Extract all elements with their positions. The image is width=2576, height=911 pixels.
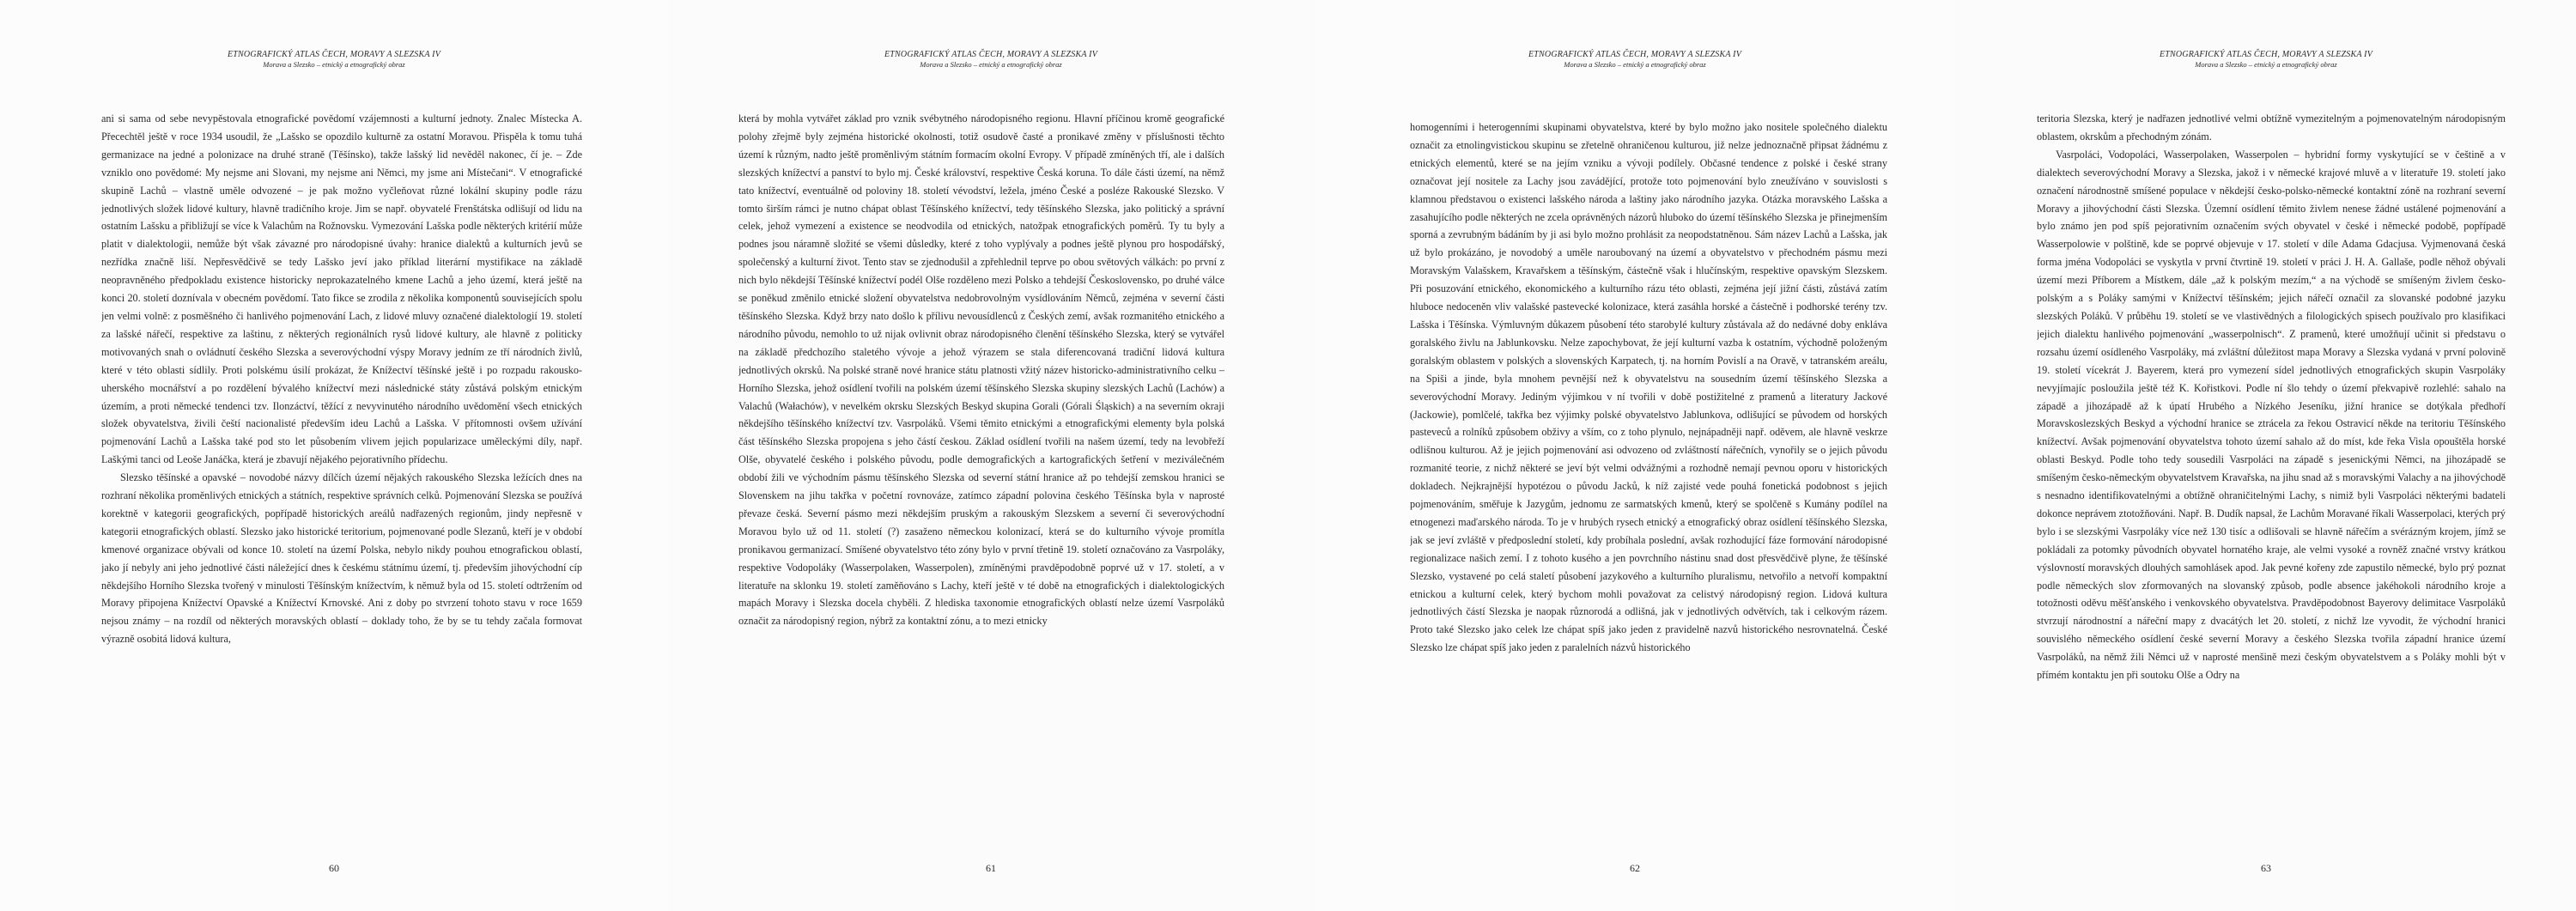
paragraph: která by mohla vytvářet základ pro vznik svébytného národopisného regionu. Hlavní příčinou kromě geografické polohy zřejmě byly zejména historické okolnosti, totiž osudově časté a pronikavé změny v příslušnosti těchto území k různým, nadto ještě proměnlivým státním formacím okolní Evropy. V případě zmíněných tří, ale i dalších slezských knížectví a panství to bylo mj. České království, respektive Česká koruna. To dále části území, na němž tato knížectví, eventuálně od poloviny 18. století vévodství, ležela, jméno České a posléze Rakouské Slezsko. V tomto širším rámci je nutno chápat oblast Těšínského knížectví, tedy těšínského Slezska, jako politický a správní celek, jehož vymezení a existence se neodvodila od etnických, natožpak etnografických poměrů. Ty tu byly a podnes jsou náramně složité se všemi důsledky, které z toho vyplývaly a podnes ještě plynou pro hospodářský, společenský a kulturní život. Tento stav se zjednodušil a zpřehlednil teprve po obou světových válkách: po první z nich bylo někdejší Těšínské knížectví podél Olše rozděleno mezi Polsko a tehdejší Československo, po druhé válce se poněkud změnilo etnické složení obyvatelstva nedobrovolným vysídlováním Němců, zejména v severní části těšínského Slezska. Když brzy nato došlo k přílivu nevousídlenců z Českých zemí, avšak rozmanitého etnického a národního původu, nemohlo to už nijak ovlivnit obraz národopisného členění těšínského Slezska, který se vytvářel na základě předchozího staletého vývoje a jehož výrazem se stala diferencovaná tradiční lidová kultura jednotlivých okrsků. Na polské straně nové hranice státu platnosti vžitý název historicko-administrativního celku – Horního Slezska, jehož osídlení tvořili na polském území těšínského Slezska skupiny slezských Lachů (Lachów) a Valachů (Wałachów), v nevelkém okrsku Slezských Beskyd skupina Gorali (Górali Śląskich) a na severním okraji někdejšího těšínského knížectví tzv. Vasrpoláků. Všemi těmito etnickými a etnografickými elementy byla polská část těšínského Slezska propojena s jeho částí českou. Základ osídlení tvořili na našem území, tedy na levobřeží Olše, obyvatelé českého i polského původu, podle demografických a kartografických šetření v meziválečném období žili ve východním pásmu těšínského Slezska od severní státní hranice až po tehdejší zemskou hranici se Slovenskem na jihu takřka v početní rovnováze, zatímco západní polovina českého Těšínska byla v naprosté převaze česká. Severní pásmo mezi někdejším pruským a rakouským Slezskem a severní či severovýchodní Moravou bylo už od 11. století (?) zasaženo německou kolonizací, která se do kulturního vývoje promítla pronikavou germanizací. Smíšené obyvatelstvo této zóny bylo v první třetině 19. století označováno za Vasrpoláky, respektive Vodopoláky (Wasserpolaken, Wasserpolen), zmíněnými pravděpodobně poprvé už v 17. století, a v literatuře na sklonku 19. století zaměňováno s Lachy, kteří ještě v té době na etnografických i dialektologických mapách Moravy i Slezska docela chyběli. Z hlediska taxonomie etnografických oblastí nelze území Vasrpoláků označit za národopisný region, nýbrž za kontaktní zónu, a to mezi etnicky — [738, 112, 1224, 628]
header-subtitle: Morava a Slezsko – etnický a etnografický obraz — [2195, 60, 2337, 69]
header-subtitle: Morava a Slezsko – etnický a etnografický obraz — [920, 60, 1062, 69]
page-62 — [1314, 0, 1956, 911]
header-subtitle: Morava a Slezsko – etnický a etnografický obraz — [263, 60, 405, 69]
page-60 — [0, 0, 668, 911]
running-header — [1314, 50, 1956, 69]
page-number: 60 — [329, 862, 339, 874]
paragraph: Vasrpoláci, Vodopoláci, Wasserpolaken, Wasserpolen – hybridní formy vyskytující se v češtině a v dialektech severovýchodní Moravy a Slezska, jakož i v německé krajové mluvě a v literatuře 19. století jako označení národnostně smíšené populace v někdejší česko-polsko-německé kontaktní zóně na rozhraní severní Moravy a jihovýchodní části Slezska. Územní osídlení těmito živlem nenese žádné ustálené pojmenování a bylo známo jen pod spíš pejorativním označením svých obyvatel v české i německé podobě, popřípadě Wasserpolowie v polštině, kde se poprvé objevuje v 17. století v díle Adama Gdacjusa. Vyjmenovaná česká forma jména Vodopoláci se vyskytla v první čtvrtině 19. století v práci J. H. A. Gallaše, podle něhož obývali území mezi Příborem a Místkem, dále „až k polským mezím,“ a na východě se smíšeným živlem česko-polským a s Poláky samými v Knížectví těšínském; jejich nářečí označil za slovanské podobné jazyku slezských Poláků. V průběhu 19. století se ve vlastivědných a filologických spisech používalo pro klasifikaci jejich dialektu hanlivého pojmenování „wasserpolnisch“. Z pramenů, které umožňují učinit si představu o rozsahu území osídleného Vasrpoláky, má zvláštní důležitost mapa Moravy a Slezska vydaná v první polovině 19. století vícekrát J. Bayerem, která pro vymezení sídel jednotlivých etnografických skupin Vasrpoláky nevyjímajíc posloužila ještě též K. Kořistkovi. Podle ní šlo tehdy o území překvapivě rozlehlé: sahalo na západě a jihozápadě až k úpatí Hrubého a Nízkého Jeseníku, jižní hranice se dotýkala předhoří Moravskoslezských Beskyd a východní hranice se ztrácela za řekou Ostravicí někde na teritoriu Těšínského knížectví. Avšak pojmenování obyvatelstva tohoto území sahalo až do míst, kde řeka Visla opouštěla horské oblasti Beskyd. Podle toho tedy sousedili Vasrpoláci na západě s jesenickými Němci, na jihozápadě se smíšeným česko-německým obyvatelstvem Kravařska, na jihu snad až s moravskými Valachy a na jihovýchodě s nesnadno identifikovatelnými a obtížně ohraničitelnými Lachy, s nimiž byli Vasrpoláci některými badateli dokonce neprávem ztotožňováni. Např. B. Dudík napsal, že Lachům Moravané říkali Wasserpolaci, kterých prý bylo i se slezskými Vasrpoláky více než 130 tisíc a odlišovali se hlavně nářečím a svérázným krojem, jímž se pokládali za potomky původních obyvatel hornatého kraje, ale velmi vysoké a rovněž značné vrstvy krátkou výslovností moravských dlouhých samohlásek apod. Jak pevné kořeny zde zapustilo německé, bylo prý poznat podle německých slov zformovaných na slovanský způsob, podle absence jakéhokoli národního kroje a totožnosti oděvu měšťanského i venkovského obyvatelstva. Pravděpodobnost Bayerovy delimitace Vasrpoláků stvrzují národnostní a nářeční mapy z dvacátých let 20. století, z nichž lze vyvodit, že východní hranici souvislého německého osídlení české severní Moravy a českého Slezska tvořila západní hranice území Vasrpoláků, na němž žili Němci už v naprosté menšině mezi českým obyvatelstvem a s Poláky mohli být v přímém kontaktu jen při soutoku Olše a Odry na — [2037, 148, 2506, 682]
page-number: 62 — [1630, 862, 1640, 874]
paragraph: ani si sama od sebe nevypěstovala etnografické povědomí vzájemnosti a kulturní jednoty. Znalec Místecka A. Přecechtěl ještě v roce 1934 usoudil, že „Lašsko se opozdilo kulturně za ostatní Moravou. Přispěla k tomu tuhá germanizace na jedné a polonizace na druhé straně (Těšínsko), takže lašský lid nevěděl nakonec, čí je. – Zde vzniklo ono povědomé: My nejsme ani Slovani, my nejsme ani Němci, my jsme ani Místečani“. V etnografické skupině Lachů – vlastně uměle odvozené – je pak možno vyčleňovat různé lokální skupiny podle rázu jednotlivých složek lidové kultury, hlavně tradičního kroje. Jim se např. obyvatelé Frenštátska odlišují od lidu na ostatním Lašsku a přibližují se více k Valachům na Rožnovsku. Vymezování Lašska podle některých kritérií může platit v dialektologii, nemůže být však závazné pro národopisné úvahy: hranice dialektů a kulturních jevů se nezřídka značně liší. Nepřesvědčivě se tedy Lašsko jeví jako příklad literární mystifikace na základě neopravněného předpokladu existence historicky neprokazatelného kmene Lachů a jeho území, která ještě na konci 20. století doznívala v obecném povědomí. Tato fikce se zrodila z několika komponentů souvisejících spolu jen velmi volně: z posměšného či hanlivého pojmenování Lach, z lidové mluvy označené dialektologií 19. století za lašské nářečí, respektive za laštinu, z některých regionálních rysů lidové kultury, ale hlavně z politicky motivovaných snah o ovládnutí českého Slezska a severovýchodní výspy Moravy jedním ze tří národních živlů, které v této oblasti sídlily. Proti polskému úsilí prokázat, že Knížectví těšínské ještě i po rozpadu rakousko-uherského mocnářství a po rozdělení bývalého knížectví mezi následnické státy zůstává polským etnickým územím, a proti německé tendenci tzv. Ilonzáctví, těžící z nevyvinutého národního uvědomění všech etnických složek obyvatelstva, živili čeští nacionalisté především ideu Lachů a Lašska. V přítomnosti ovšem užívání pojmenování Lachů a Lašska také pod sto let působením vlivem jejich popularizace uměleckými díly, např. Laškými tanci od Leoše Janáčka, která je zbavují nějakého pejorativního přídechu. — [101, 112, 582, 466]
header-title: ETNOGRAFICKÝ ATLAS ČECH, MORAVY A SLEZSKA IV — [884, 50, 1098, 59]
header-title: ETNOGRAFICKÝ ATLAS ČECH, MORAVY A SLEZSKA IV — [1528, 50, 1742, 59]
running-header — [1956, 50, 2576, 69]
page-number: 61 — [986, 862, 996, 874]
header-title: ETNOGRAFICKÝ ATLAS ČECH, MORAVY A SLEZSKA IV — [2159, 50, 2373, 59]
page-body — [1410, 118, 1887, 850]
running-header — [0, 50, 668, 69]
paragraph: homogenními i heterogenními skupinami obyvatelstva, které by bylo možno jako nositele společného dialektu označit za etnolingvistickou skupinu se zřetelně ohraničenou kulturou, již nelze jednoznačně připsat žádnému z etnických elementů, které se na jejím vzniku a vývoji podílely. Občasné tendence z polské i české strany označovat její nositele za Lachy jsou zavádějící, protože toto pojmenování bylo zneužíváno v souvislosti s klamnou představou o existenci lašského národa a laštiny jako národního jazyka. Otázka moravského Lašska a zasahujícího podle některých ne zcela oprávněných názorů hluboko do území těšínského Slezska je přinejmenším sporná a zevrubným bádáním by ji asi bylo možno prohlásit za neopodstatněnou. Sám název Lachů a Lašska, jak už bylo prokázáno, je novodobý a uměle naroubovaný na území a obyvatelstvo v přechodném pásmu mezi Moravským Valašskem, Kravařskem a těšínským, částečně však i hlučínským, respektive opavským Slezskem. Při posuzování etnického, ekonomického a kulturního rázu této oblasti, zejména její jižní části, zůstává zatím hluboce nedoceněn vliv valašské pastevecké kolonizace, která zasáhla horské a částečně i podhorské terény tzv. Lašska i Těšínska. Výmluvným důkazem působení této starobylé kultury zůstávala až do nedávné doby enkláva goralského živlu na Jablunkovsku. Nelze zapochybovat, že její kulturní vazba k ostatním, východně položeným goralským oblastem v polských a slovenských Karpatech, tj. na horním Povislí a na Oravě, v tatranském areálu, na Spiši a jinde, byla mnohem pevnější než k obyvatelstvu na sousedním území těšínského Slezska a severovýchodní Moravy. Jediným výjimkou v ní tvořili v době postižitelné z pramenů a literatury Jackové (Jackowie), pomlčelé, takřka bez výjimky polské obyvatelstvo Jablunkova, odlišující se původem od horských pasteveců a rolníků způsobem obživy a vším, co z toho plynulo, nejnápadněji např. oděvem, ale hlavně veskrze odlišnou kulturou. Až je jejich pojmenování asi odvozeno od zvláštností nářečních, vynořily se o jejich původu rozmanité teorie, z nichž některé se jeví být velmi odvážnými a rozhodně nemají pevnou oporu v historických dokladech. Nejkrajnější hypotézou o původu Jacků, k níž zajisté vede pouhá fonetická podobnost s jejich pojmenováním, směřuje k Jazygům, jednomu ze sarmatských kmenů, který se spolčeně s Kumány podílel na etnogenezi maďarského národa. To je v hrubých rysech etnický a etnografický obraz osídlení těšínského Slezska, jak se jeví zvláště v předposlední století, kdy probíhala poslední, avšak rozhodující fáze formování národopisné regionalizace našich zemí. I z tohoto kusého a jen povrchního nástinu snad dost přesvědčivě plyne, že těšínské Slezsko, vystavené po celá staletí působení jazykového a kulturního pluralismu, netvořilo a netvoří kompaktní etnickou a kulturní celek, který bychom mohli považovat za celistvý národopisný region. Lidová kultura jednotlivých částí Slezska je naopak různorodá a odlišná, jak v jednotlivých odvětvích, tak i celkovým rázem. Proto také Slezsko jako celek lze chápat spíš jako jeden z pravidelně nazvů historického nesrovnatelná. České Slezsko lze chápat spíš jako jeden z paralelních názvů historického — [1410, 121, 1887, 654]
page-body — [2037, 110, 2506, 850]
page-body — [101, 110, 582, 850]
header-subtitle: Morava a Slezsko – etnický a etnografický obraz — [1564, 60, 1706, 69]
header-title: ETNOGRAFICKÝ ATLAS ČECH, MORAVY A SLEZSKA IV — [227, 50, 441, 59]
paragraph: teritoria Slezska, který je nadřazen jednotlivé velmi obtížně vymezitelným a pojmenovatelným národopisným oblastem, okrskům a přechodným zónám. — [2037, 112, 2506, 143]
page-body — [738, 110, 1224, 850]
page-63 — [1956, 0, 2576, 911]
page-61 — [668, 0, 1314, 911]
paragraph: Slezsko těšínské a opavské – novodobé názvy dílčích území nějakých rakouského Slezska ležících dnes na rozhraní několika proměnlivých etnických a státních, respektive správních celků. Pojmenování Slezska se používá korektně v kategorii geografických, popřípadě historických areálů nadřazených regionům, jindy nepřesně v kategorii etnografických oblastí. Slezsko jako historické teritorium, pojmenované podle Slezanů, kteří je v období kmenové organizace obývali od konce 10. století na území Polska, nebylo nikdy pouhou etnografickou oblastí, jako jí nebyly ani jeho jednotlivé části náležející dnes k českému státnímu území, tj. především jihovýchodní cíp někdejšího Horního Slezska tvořený v minulosti Těšínským knížectvím, k němuž byla od 15. století odtržením od Moravy připojena Knížectví Opavské a Knížectví Krnovské. Ani z doby po stvrzení tohoto stavu v roce 1659 nejsou známy – na rozdíl od některých moravských oblastí – doklady toho, že by se tu tehdy začala formovat výrazně osobitá lidová kultura, — [101, 471, 582, 646]
page-number: 63 — [2261, 862, 2271, 874]
running-header — [668, 50, 1314, 69]
